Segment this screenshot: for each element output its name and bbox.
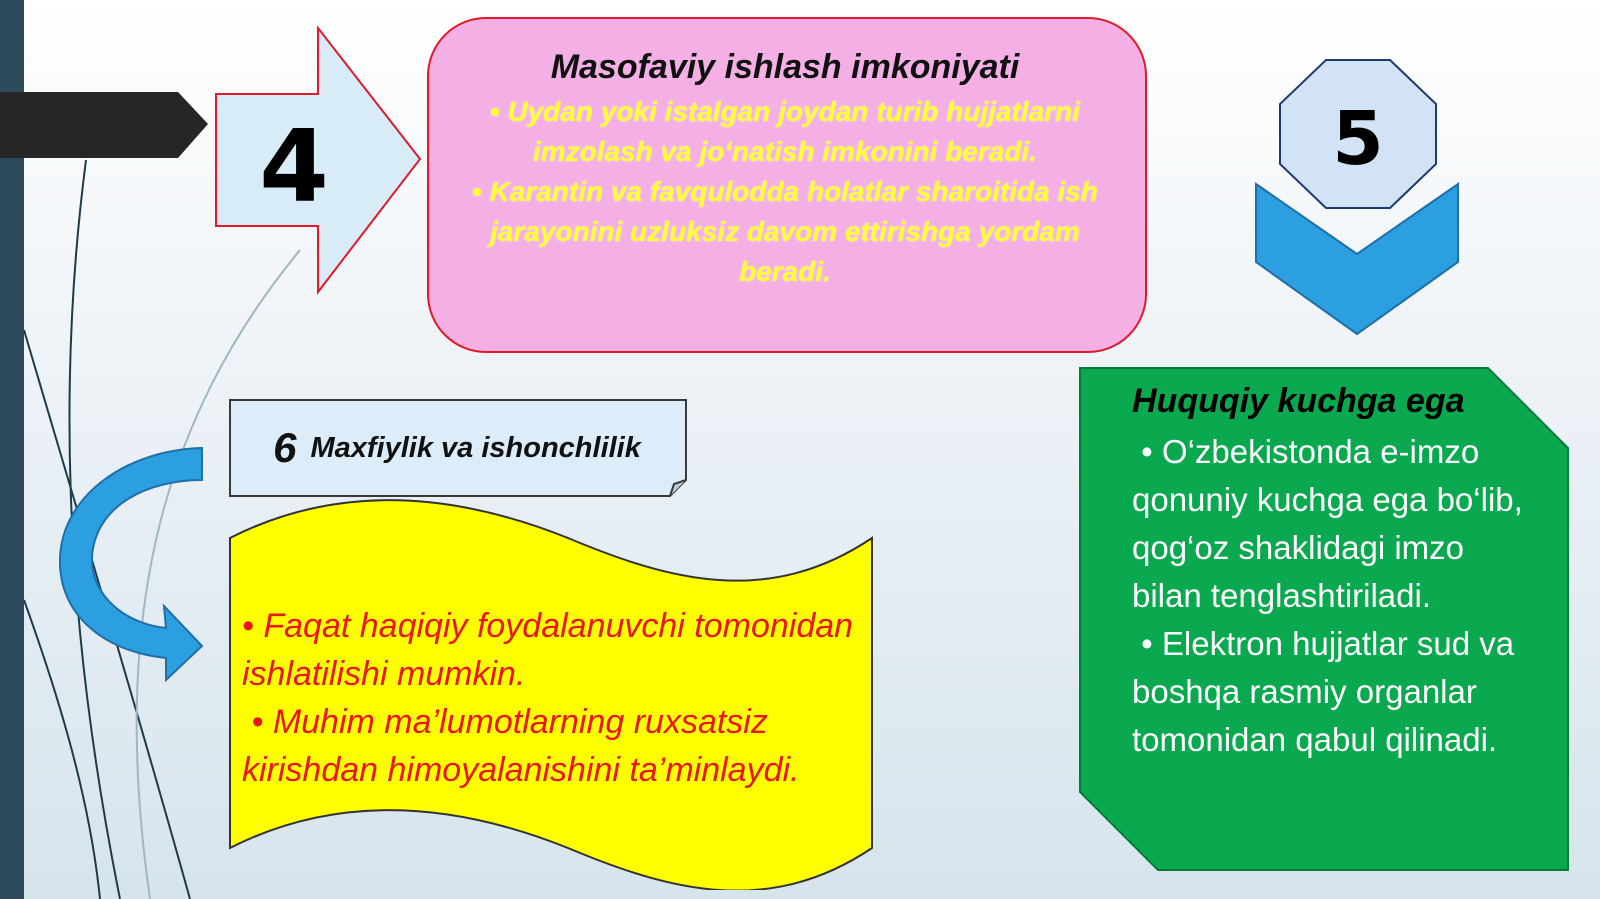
list-item: • Faqat haqiqiy foydalanuvchi tomonidan ishlatilishi mumkin. <box>242 607 854 693</box>
section-number-5: 5 <box>1332 96 1384 182</box>
section-body-6 <box>242 602 862 794</box>
bullet-icon: • <box>489 96 500 127</box>
list-item: • Karantin va favqulodda holatlar sharoitida ish jarayonini uzluksiz davom ettirishga yordam beradi. <box>472 176 1098 287</box>
section-number-4: 4 <box>259 108 329 225</box>
section-title-6: Maxfiylik va ishonchlilik <box>310 431 641 464</box>
bullet-icon: • <box>1141 625 1153 662</box>
list-item: • Muhim ma’lumotlarning ruxsatsiz kirishdan himoyalanishini ta’minlaydi. <box>242 703 800 789</box>
curved-arrow-icon <box>56 446 206 682</box>
list-item: • O‘zbekistonda e-imzo qonuniy kuchga ega bo‘lib, qog‘oz shaklidagi imzo bilan tenglashtiriladi. <box>1132 433 1523 614</box>
section-title-5: Huquqiy kuchga ega <box>1132 382 1465 420</box>
bullet-icon: • <box>251 703 264 741</box>
dark-tab-arrow <box>0 92 208 158</box>
section-title-4: Masofaviy ishlash imkoniyati <box>550 48 1020 86</box>
section-body-5 <box>1132 428 1532 764</box>
list-item: • Uydan yoki istalgan joydan turib hujjatlarni imzolash va jo‘natish imkonini beradi. <box>489 96 1081 167</box>
section-number-6: 6 <box>273 424 297 471</box>
section-body-4 <box>460 92 1110 292</box>
bullet-icon: • <box>472 176 482 207</box>
list-item: • Elektron hujjatlar sud va boshqa rasmiy organlar tomonidan qabul qilinadi. <box>1132 625 1515 758</box>
bullet-icon: • <box>1141 433 1153 470</box>
section-label-6 <box>232 402 682 494</box>
bullet-icon: • <box>242 607 254 645</box>
